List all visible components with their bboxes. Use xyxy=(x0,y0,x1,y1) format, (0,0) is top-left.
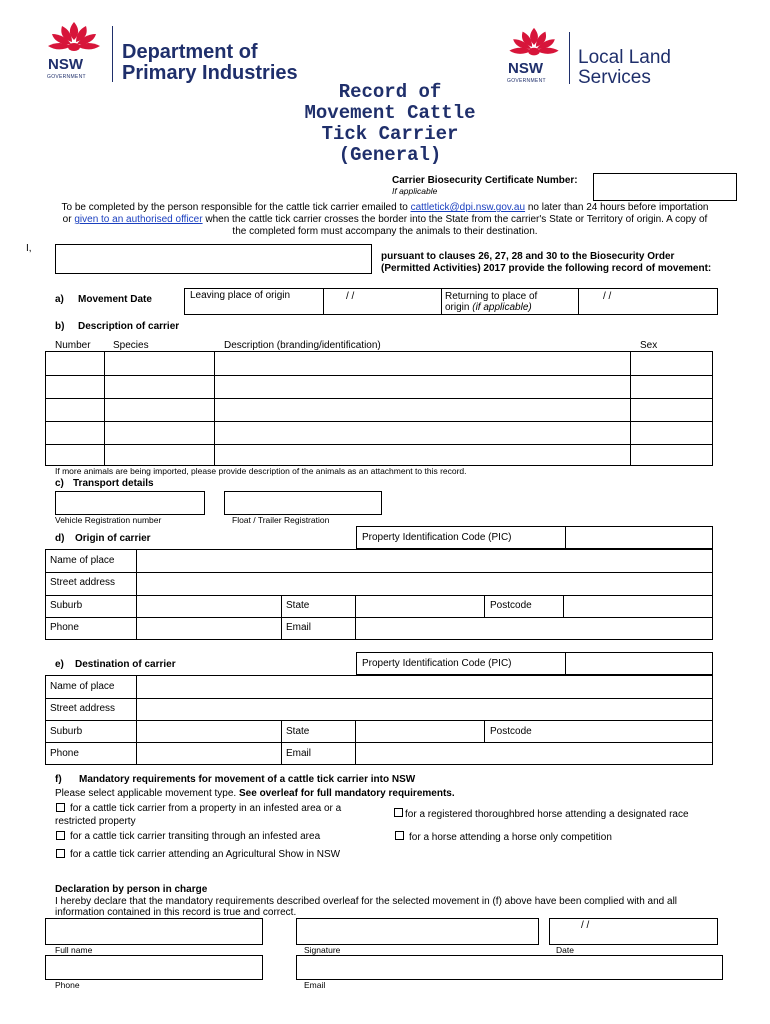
full-name-field[interactable] xyxy=(45,918,263,945)
declaration-date-separators: / / xyxy=(581,920,590,931)
destination-pic-label: Property Identification Code (PIC) xyxy=(362,658,512,669)
intro-text-2: no later than 24 hours before importation xyxy=(525,202,709,213)
destination-pic-field[interactable] xyxy=(565,653,712,674)
declaration-title: Declaration by person in charge xyxy=(55,884,208,895)
returning-date-field[interactable] xyxy=(579,289,717,314)
declarant-name-field[interactable] xyxy=(55,244,372,274)
dpi-logo-divider xyxy=(112,26,113,82)
option-horse-competition-label: for a horse attending a horse only competition xyxy=(409,832,612,843)
returning-label-line1: Returning to place of xyxy=(445,291,538,302)
lls-name-line1: Local Land xyxy=(578,47,671,68)
origin-postcode-field[interactable] xyxy=(563,595,712,616)
full-name-label: Full name xyxy=(55,945,93,955)
carrier-table-note: If more animals are being imported, please provide description of the animals as an attachment to this record. xyxy=(55,466,467,476)
option-infested-property-label-2: restricted property xyxy=(55,816,136,827)
section-f-label: Mandatory requirements for movement of a cattle tick carrier into NSW xyxy=(79,774,416,785)
destination-suburb-label: Suburb xyxy=(50,726,83,737)
destination-phone-label: Phone xyxy=(50,748,79,759)
origin-phone-field[interactable] xyxy=(136,617,280,639)
destination-postcode-field[interactable] xyxy=(563,720,712,741)
section-a-letter: a) xyxy=(55,294,64,305)
intro-line-3: the completed form must accompany the animals to their destination. xyxy=(232,226,538,237)
option-horse-competition-checkbox[interactable] xyxy=(395,831,404,840)
section-e-letter: e) xyxy=(55,659,64,670)
date-label: Date xyxy=(556,945,574,955)
origin-pic-label: Property Identification Code (PIC) xyxy=(362,532,512,543)
vehicle-registration-label: Vehicle Registration number xyxy=(55,515,162,525)
float-registration-label: Float / Trailer Registration xyxy=(232,515,330,525)
pursuant-line-2: (Permitted Activities) 2017 provide the following record of movement: xyxy=(381,263,712,274)
option-infested-property-checkbox[interactable] xyxy=(56,803,65,812)
certificate-hint: If applicable xyxy=(392,186,438,196)
form-title xyxy=(250,82,530,166)
option-transit-label: for a cattle tick carrier transiting through an infested area xyxy=(70,831,321,842)
section-c-letter: c) xyxy=(55,478,64,489)
option-infested-property-label-1: for a cattle tick carrier from a property in an infested area or a xyxy=(70,803,342,814)
intro-line-1 xyxy=(40,202,730,214)
origin-col-divider xyxy=(281,595,282,639)
returning-if-applicable: (if applicable) xyxy=(472,302,532,313)
returning-date-separators: / / xyxy=(603,291,612,302)
destination-name-field[interactable] xyxy=(136,676,712,697)
origin-street-label: Street address xyxy=(50,577,116,588)
origin-email-label: Email xyxy=(286,622,312,633)
declaration-date-field[interactable] xyxy=(549,918,718,945)
certificate-label: Carrier Biosecurity Certificate Number: xyxy=(392,175,578,186)
lls-name xyxy=(578,48,671,88)
carrier-table xyxy=(45,351,713,466)
origin-state-label: State xyxy=(286,600,310,611)
destination-suburb-field[interactable] xyxy=(136,720,280,741)
column-description: Description (branding/identification) xyxy=(224,340,381,351)
cattletick-email-link[interactable]: cattletick@dpi.nsw.gov.au xyxy=(410,202,526,213)
section-d-letter: d) xyxy=(55,533,65,544)
lls-government-label: GOVERNMENT xyxy=(507,78,546,84)
section-e-label: Destination of carrier xyxy=(75,659,176,670)
option-thoroughbred-checkbox[interactable] xyxy=(394,808,403,817)
column-species: Species xyxy=(113,340,149,351)
section-d-label: Origin of carrier xyxy=(75,533,151,544)
intro-text-4: when the cattle tick carrier crosses the border into the State from the carrier's State or Territory of origin. A copy of xyxy=(202,214,708,225)
declarant-phone-field[interactable] xyxy=(45,955,263,980)
vehicle-registration-field[interactable] xyxy=(55,491,205,515)
destination-street-field[interactable] xyxy=(136,698,712,719)
origin-name-field[interactable] xyxy=(136,550,712,571)
returning-origin-text: origin xyxy=(445,302,473,313)
destination-email-label: Email xyxy=(286,748,312,759)
table-row[interactable] xyxy=(46,376,712,398)
destination-postcode-label: Postcode xyxy=(490,726,532,737)
origin-postcode-label: Postcode xyxy=(490,600,532,611)
intro-text-3: or xyxy=(62,214,75,225)
title-line-1: Record of xyxy=(338,81,442,103)
leaving-date-separators: / / xyxy=(346,291,355,302)
section-a-label: Movement Date xyxy=(78,294,152,305)
dpi-name xyxy=(122,42,298,84)
lls-nsw-wordmark: NSW xyxy=(508,60,543,77)
section-f-letter: f) xyxy=(55,774,62,785)
origin-name-label: Name of place xyxy=(50,555,115,566)
section-b-label: Description of carrier xyxy=(78,321,180,332)
waratah-icon xyxy=(44,20,104,58)
signature-field[interactable] xyxy=(296,918,539,945)
option-transit-checkbox[interactable] xyxy=(56,831,65,840)
destination-col-divider xyxy=(484,720,485,742)
option-thoroughbred-label: for a registered thoroughbred horse attending a designated race xyxy=(405,809,689,820)
intro-line-2 xyxy=(40,214,730,226)
dpi-name-line2: Primary Industries xyxy=(122,62,298,84)
title-line-3: Tick Carrier xyxy=(321,123,459,145)
movement-date-divider xyxy=(441,288,442,315)
origin-col-divider xyxy=(484,595,485,617)
destination-state-label: State xyxy=(286,726,310,737)
table-row[interactable] xyxy=(46,352,712,375)
origin-street-field[interactable] xyxy=(136,572,712,594)
destination-state-field[interactable] xyxy=(355,720,483,741)
declarant-phone-label: Phone xyxy=(55,980,80,990)
table-row[interactable] xyxy=(46,445,712,465)
title-line-2: Movement Cattle xyxy=(304,102,476,124)
declarant-email-label: Email xyxy=(304,980,326,990)
table-row[interactable] xyxy=(46,422,712,444)
authorised-officer-link[interactable]: given to an authorised officer xyxy=(74,214,203,225)
destination-phone-field[interactable] xyxy=(136,742,280,764)
option-show-label: for a cattle tick carrier attending an Agricultural Show in NSW xyxy=(70,849,341,860)
instructions-overleaf: See overleaf for full mandatory requirements. xyxy=(239,788,455,799)
destination-email-field[interactable] xyxy=(355,742,712,764)
leaving-label: Leaving place of origin xyxy=(190,290,291,301)
table-row[interactable] xyxy=(46,399,712,421)
section-f-instructions xyxy=(55,788,455,800)
intro-paragraph xyxy=(40,202,730,238)
float-registration-field[interactable] xyxy=(224,491,382,515)
column-number: Number xyxy=(55,340,91,351)
instructions-text: Please select applicable movement type. xyxy=(55,788,239,799)
declaration-line-2: information contained in this record is true and correct. xyxy=(55,907,297,918)
pursuant-line-1: pursuant to clauses 26, 27, 28 and 30 to the Biosecurity Order xyxy=(381,251,675,262)
dpi-name-line1: Department of xyxy=(122,41,258,63)
origin-suburb-field[interactable] xyxy=(136,595,280,616)
section-b-letter: b) xyxy=(55,321,65,332)
signature-label: Signature xyxy=(304,945,341,955)
certificate-number-field[interactable] xyxy=(593,173,737,201)
origin-email-field[interactable] xyxy=(355,617,712,639)
dpi-nsw-wordmark: NSW xyxy=(48,56,83,73)
declaration-line-1: I hereby declare that the mandatory requirements described overleaf for the selected movement in (f) above have been complied with and all xyxy=(55,896,678,907)
origin-phone-label: Phone xyxy=(50,622,79,633)
destination-name-label: Name of place xyxy=(50,681,115,692)
section-c-label: Transport details xyxy=(73,478,154,489)
dpi-government-label: GOVERNMENT xyxy=(47,74,86,80)
title-line-4: (General) xyxy=(338,144,442,166)
declarant-email-field[interactable] xyxy=(296,955,723,980)
intro-text-1: To be completed by the person responsible for the cattle tick carrier emailed to xyxy=(61,202,411,213)
waratah-icon xyxy=(504,26,564,62)
destination-street-label: Street address xyxy=(50,703,116,714)
column-sex: Sex xyxy=(640,340,658,351)
origin-suburb-label: Suburb xyxy=(50,600,83,611)
leaving-date-field[interactable] xyxy=(324,289,440,314)
lls-name-line2: Services xyxy=(578,67,651,88)
option-show-checkbox[interactable] xyxy=(56,849,65,858)
destination-col-divider xyxy=(281,720,282,764)
origin-pic-field[interactable] xyxy=(565,527,712,548)
returning-label-line2 xyxy=(445,302,532,314)
declarant-prefix: I, xyxy=(26,243,32,254)
origin-state-field[interactable] xyxy=(355,595,483,616)
lls-logo-divider xyxy=(569,32,570,84)
